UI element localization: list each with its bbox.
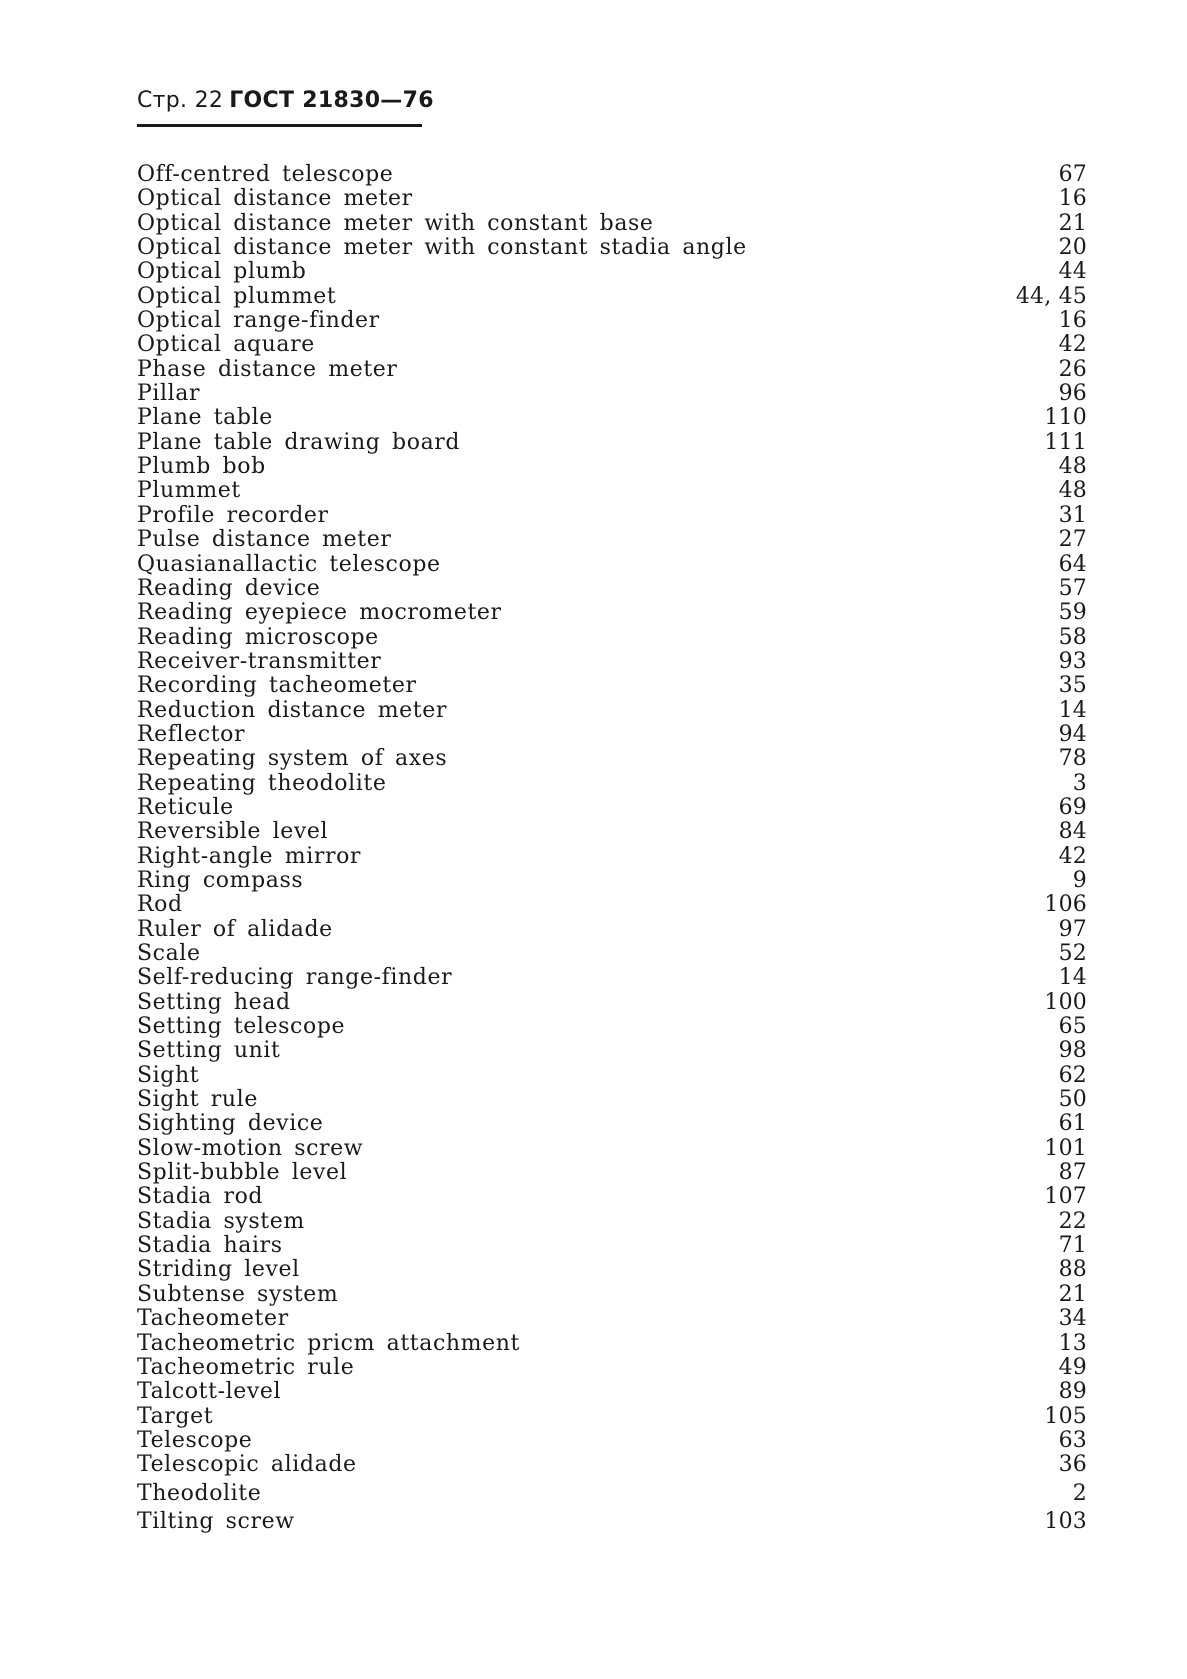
index-term: Optical distance meter (137, 186, 413, 212)
index-reference: 16 (1058, 186, 1087, 212)
index-entry (137, 1453, 1087, 1477)
index-term: Sight (137, 1062, 200, 1088)
index-entry (137, 1332, 1087, 1356)
index-entry (137, 577, 1087, 601)
index-entry (137, 358, 1087, 382)
index-term: Setting unit (137, 1038, 281, 1064)
index-reference: 84 (1058, 819, 1087, 845)
index-term: Tilting screw (137, 1508, 295, 1534)
index-reference: 58 (1058, 624, 1087, 650)
index-entry (137, 893, 1087, 917)
index-entry (137, 650, 1087, 674)
index-reference: 78 (1058, 746, 1087, 772)
index-term: Tacheometer (137, 1306, 289, 1332)
index-entry (137, 747, 1087, 771)
index-term: Telescope (137, 1427, 253, 1453)
index-entry (137, 699, 1087, 723)
index-entry (137, 1039, 1087, 1063)
index-term: Phase distance meter (137, 356, 398, 382)
index-reference: 48 (1058, 454, 1087, 480)
index-entry (137, 309, 1087, 333)
index-entry (137, 1258, 1087, 1282)
index-reference: 13 (1058, 1330, 1087, 1356)
index-entry (137, 382, 1087, 406)
index-entry (137, 918, 1087, 942)
index-term: Setting head (137, 989, 291, 1015)
index-entry (137, 1380, 1087, 1404)
index-term: Optical plumb (137, 259, 307, 285)
index-term: Plumb bob (137, 454, 266, 480)
index-term: Reduction distance meter (137, 697, 447, 723)
index-term: Optical plummet (137, 283, 337, 309)
index-reference: 44, 45 (1015, 283, 1087, 309)
index-entry (137, 1015, 1087, 1039)
index-term: Split-bubble level (137, 1160, 348, 1186)
index-reference: 103 (1044, 1508, 1087, 1534)
index-term: Plummet (137, 478, 241, 504)
index-reference: 111 (1044, 429, 1087, 455)
index-entry (137, 966, 1087, 990)
index-reference: 14 (1058, 965, 1087, 991)
index-entry (137, 1405, 1087, 1429)
index-reference: 106 (1044, 892, 1087, 918)
index-entry (137, 869, 1087, 893)
index-reference: 69 (1058, 794, 1087, 820)
index-entry (137, 1112, 1087, 1136)
index-reference: 97 (1058, 916, 1087, 942)
index-entry (137, 1429, 1087, 1453)
index-entry (137, 772, 1087, 796)
index-term: Plane table (137, 405, 273, 431)
index-term: Rod (137, 892, 183, 918)
index-term: Sighting device (137, 1111, 324, 1137)
index-entry (137, 845, 1087, 869)
index-entry (137, 601, 1087, 625)
index-term: Receiver-transmitter (137, 648, 382, 674)
index-term: Optical aquare (137, 332, 315, 358)
index-entry (137, 479, 1087, 503)
index-reference: 26 (1058, 356, 1087, 382)
index-reference: 2 (1072, 1480, 1087, 1506)
index-term: Recording tacheometer (137, 673, 417, 699)
index-reference: 96 (1058, 381, 1087, 407)
index-reference: 21 (1058, 210, 1087, 236)
index-entry (137, 991, 1087, 1015)
index-entry (137, 406, 1087, 430)
index-reference: 61 (1058, 1111, 1087, 1137)
index-reference: 9 (1072, 867, 1087, 893)
index-reference: 87 (1058, 1160, 1087, 1186)
index-entry (137, 1234, 1087, 1258)
index-entry (137, 504, 1087, 528)
header-rule (137, 124, 422, 127)
index-term: Telescopic alidade (137, 1452, 357, 1478)
index-entry (137, 1185, 1087, 1209)
index-term: Optical distance meter with constant base (137, 210, 654, 236)
index-term: Subtense system (137, 1281, 339, 1307)
index-term: Talcott-level (137, 1379, 282, 1405)
index-term: Scale (137, 941, 201, 966)
index-entry (137, 333, 1087, 357)
page-number-label: Стр. 22 (137, 88, 224, 113)
index-entry (137, 236, 1087, 260)
index-entry (137, 820, 1087, 844)
index-entry (137, 553, 1087, 577)
index-term: Self-reducing range-finder (137, 965, 453, 991)
index-term: Repeating system of axes (137, 746, 448, 772)
index-reference: 35 (1058, 673, 1087, 699)
index-entry (137, 455, 1087, 479)
index-reference: 20 (1058, 235, 1087, 261)
index-reference: 101 (1044, 1135, 1087, 1161)
index-term: Reading microscope (137, 624, 379, 650)
index-term: Slow-motion screw (137, 1135, 364, 1161)
index-reference: 98 (1058, 1038, 1087, 1064)
index-reference: 65 (1058, 1014, 1087, 1040)
index-reference: 64 (1058, 551, 1087, 577)
index-reference: 63 (1058, 1427, 1087, 1453)
index-term: Quasianallactic telescope (137, 551, 441, 577)
index-reference: 36 (1058, 1452, 1087, 1478)
index-entry (137, 212, 1087, 236)
index-reference: 48 (1058, 478, 1087, 504)
index-reference: 89 (1058, 1379, 1087, 1405)
index-reference: 44 (1058, 259, 1087, 285)
index-entry (137, 942, 1087, 966)
index-reference: 62 (1058, 1062, 1087, 1088)
index-reference: 3 (1072, 770, 1087, 796)
index-term: Reticule (137, 794, 234, 820)
index-reference: 100 (1044, 989, 1087, 1015)
index-entry (137, 1510, 1087, 1534)
index-entry (137, 1137, 1087, 1161)
index-term: Optical range-finder (137, 308, 380, 334)
index-term: Repeating theodolite (137, 770, 387, 796)
index-reference: 88 (1058, 1257, 1087, 1283)
index-entry (137, 1210, 1087, 1234)
index-reference: 110 (1044, 405, 1087, 431)
index-entry (137, 1064, 1087, 1088)
index-reference: 71 (1058, 1233, 1087, 1259)
index-reference: 107 (1044, 1184, 1087, 1210)
index-term: Sight rule (137, 1087, 258, 1113)
index-term: Reversible level (137, 819, 329, 845)
index-term: Tacheometric pricm attachment (137, 1330, 520, 1356)
index-term: Off-centred telescope (137, 162, 394, 187)
index-entry (137, 187, 1087, 211)
index-reference: 21 (1058, 1281, 1087, 1307)
index-reference: 42 (1058, 332, 1087, 358)
index-entry (137, 1482, 1087, 1506)
index-entry (137, 674, 1087, 698)
index-entry (137, 1307, 1087, 1331)
index-term: Pulse distance meter (137, 527, 392, 553)
index-term: Ruler of alidade (137, 916, 333, 942)
index-reference: 49 (1058, 1354, 1087, 1380)
index-term: Target (137, 1403, 214, 1429)
index-reference: 31 (1058, 502, 1087, 528)
index-reference: 16 (1058, 308, 1087, 334)
index-term: Pillar (137, 381, 201, 407)
index-entry (137, 285, 1087, 309)
index-term: Right-angle mirror (137, 843, 362, 869)
index-term: Stadia rod (137, 1184, 264, 1210)
index-reference: 14 (1058, 697, 1087, 723)
index-term: Reading eyepiece mocrometer (137, 600, 502, 626)
index-list (137, 163, 1087, 1534)
index-term: Setting telescope (137, 1014, 346, 1040)
index-term: Optical distance meter with constant stadia angle (137, 235, 747, 261)
index-term: Profile recorder (137, 502, 329, 528)
index-entry (137, 1088, 1087, 1112)
index-term: Striding level (137, 1257, 300, 1283)
index-reference: 52 (1058, 941, 1087, 966)
index-term: Plane table drawing board (137, 429, 461, 455)
index-entry (137, 260, 1087, 284)
index-entry (137, 723, 1087, 747)
index-reference: 67 (1058, 162, 1087, 187)
index-entry (137, 1161, 1087, 1185)
standard-title: ГОСТ 21830—76 (229, 88, 434, 113)
index-term: Stadia hairs (137, 1233, 283, 1259)
page-header (137, 88, 434, 113)
index-reference: 59 (1058, 600, 1087, 626)
index-reference: 34 (1058, 1306, 1087, 1332)
index-term: Reading device (137, 575, 321, 601)
index-entry (137, 796, 1087, 820)
index-term: Tacheometric rule (137, 1354, 355, 1380)
index-reference: 105 (1044, 1403, 1087, 1429)
index-reference: 50 (1058, 1087, 1087, 1113)
index-reference: 42 (1058, 843, 1087, 869)
index-reference: 22 (1058, 1208, 1087, 1234)
index-term: Theodolite (137, 1480, 262, 1506)
index-reference: 93 (1058, 648, 1087, 674)
index-term: Reflector (137, 721, 246, 747)
index-entry (137, 528, 1087, 552)
index-reference: 94 (1058, 721, 1087, 747)
index-term: Ring compass (137, 867, 304, 893)
index-entry (137, 163, 1087, 187)
index-reference: 57 (1058, 575, 1087, 601)
index-entry (137, 431, 1087, 455)
index-reference: 27 (1058, 527, 1087, 553)
index-term: Stadia system (137, 1208, 305, 1234)
index-entry (137, 626, 1087, 650)
index-entry (137, 1356, 1087, 1380)
index-entry (137, 1283, 1087, 1307)
